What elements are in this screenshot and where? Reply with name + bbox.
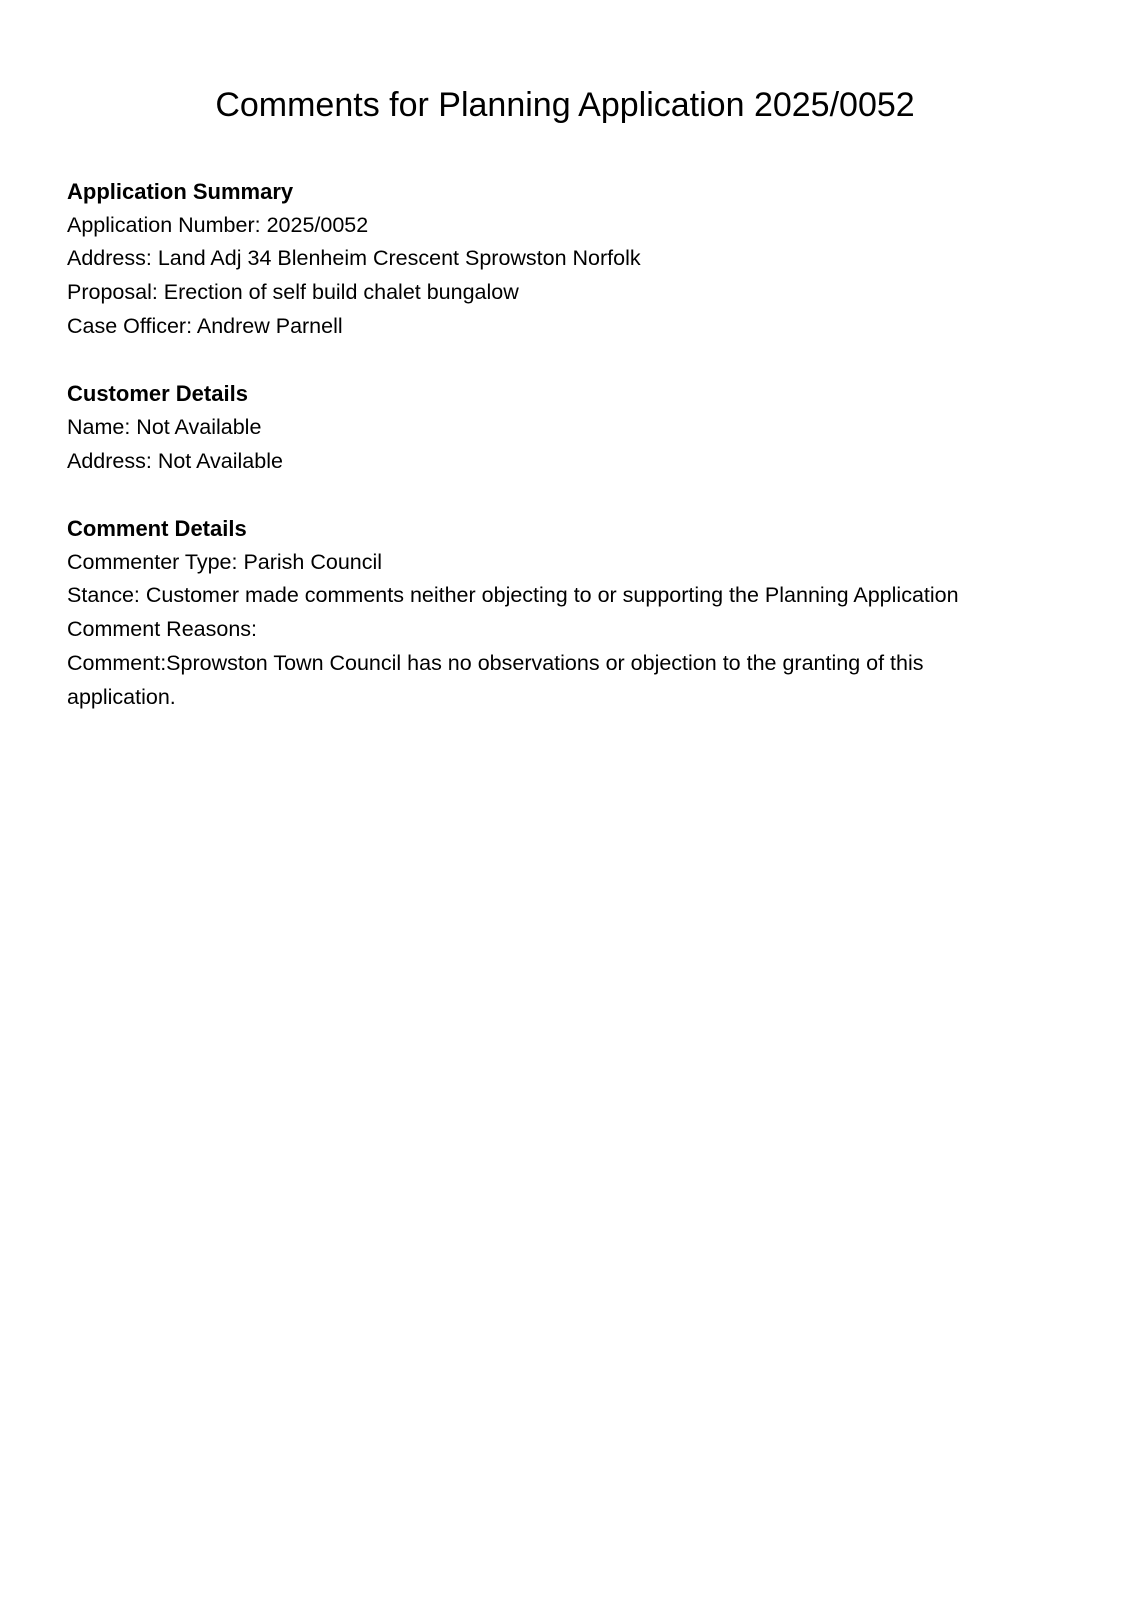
page-title: Comments for Planning Application 2025/0052 — [215, 86, 915, 124]
comment-text: Comment:Sprowston Town Council has no observations or objection to the granting of this application. — [67, 650, 930, 709]
comment-stance: Stance: Customer made comments neither objecting to or supporting the Planning Application — [67, 583, 959, 608]
commenter-type: Commenter Type: Parish Council — [67, 549, 383, 574]
application-address: Address: Land Adj 34 Blenheim Crescent Sprowston Norfolk — [67, 246, 641, 271]
customer-details-heading: Customer Details — [67, 381, 248, 407]
document-body — [67, 175, 1067, 748]
application-proposal: Proposal: Erection of self build chalet bungalow — [67, 280, 519, 305]
application-summary-section — [67, 175, 1067, 344]
case-officer: Case Officer: Andrew Parnell — [67, 313, 343, 338]
application-number: Application Number: 2025/0052 — [67, 212, 369, 237]
customer-address: Address: Not Available — [67, 448, 283, 473]
comment-details-section — [67, 512, 1067, 714]
application-summary-heading: Application Summary — [67, 179, 294, 204]
customer-name: Name: Not Available — [67, 414, 262, 439]
comment-details-heading: Comment Details — [67, 516, 247, 541]
comment-reasons: Comment Reasons: — [67, 617, 257, 642]
customer-details-section — [67, 377, 1067, 478]
